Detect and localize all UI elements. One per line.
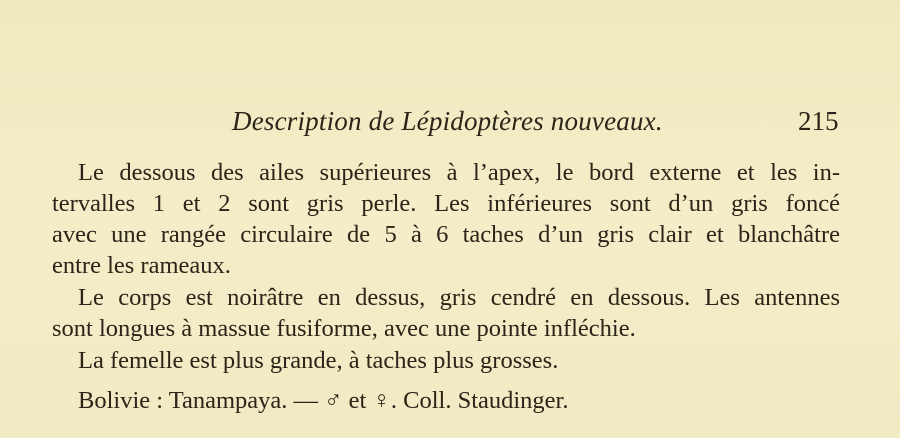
page-header <box>0 106 900 142</box>
locality-line: Bolivie : Tanampaya. — ♂ et ♀. Coll. Staudinger. <box>78 387 569 414</box>
text-line: entre les rameaux. <box>52 252 231 279</box>
text-line: Le corps est noirâtre en dessus, gris cendré en dessous. Les antennes <box>78 284 840 311</box>
text-line: Le dessous des ailes supérieures à l’apex, le bord externe et les in- <box>78 159 840 186</box>
page-number: 215 <box>798 106 839 136</box>
text-line: La femelle est plus grande, à taches plus grosses. <box>78 347 559 374</box>
text-line: sont longues à massue fusiforme, avec une pointe infléchie. <box>52 315 636 342</box>
running-title: Description de Lépidoptères nouveaux. <box>232 106 663 136</box>
text-line: tervalles 1 et 2 sont gris perle. Les inférieures sont d’un gris foncé <box>52 190 840 217</box>
text-line: avec une rangée circulaire de 5 à 6 taches d’un gris clair et blanchâtre <box>52 221 840 248</box>
